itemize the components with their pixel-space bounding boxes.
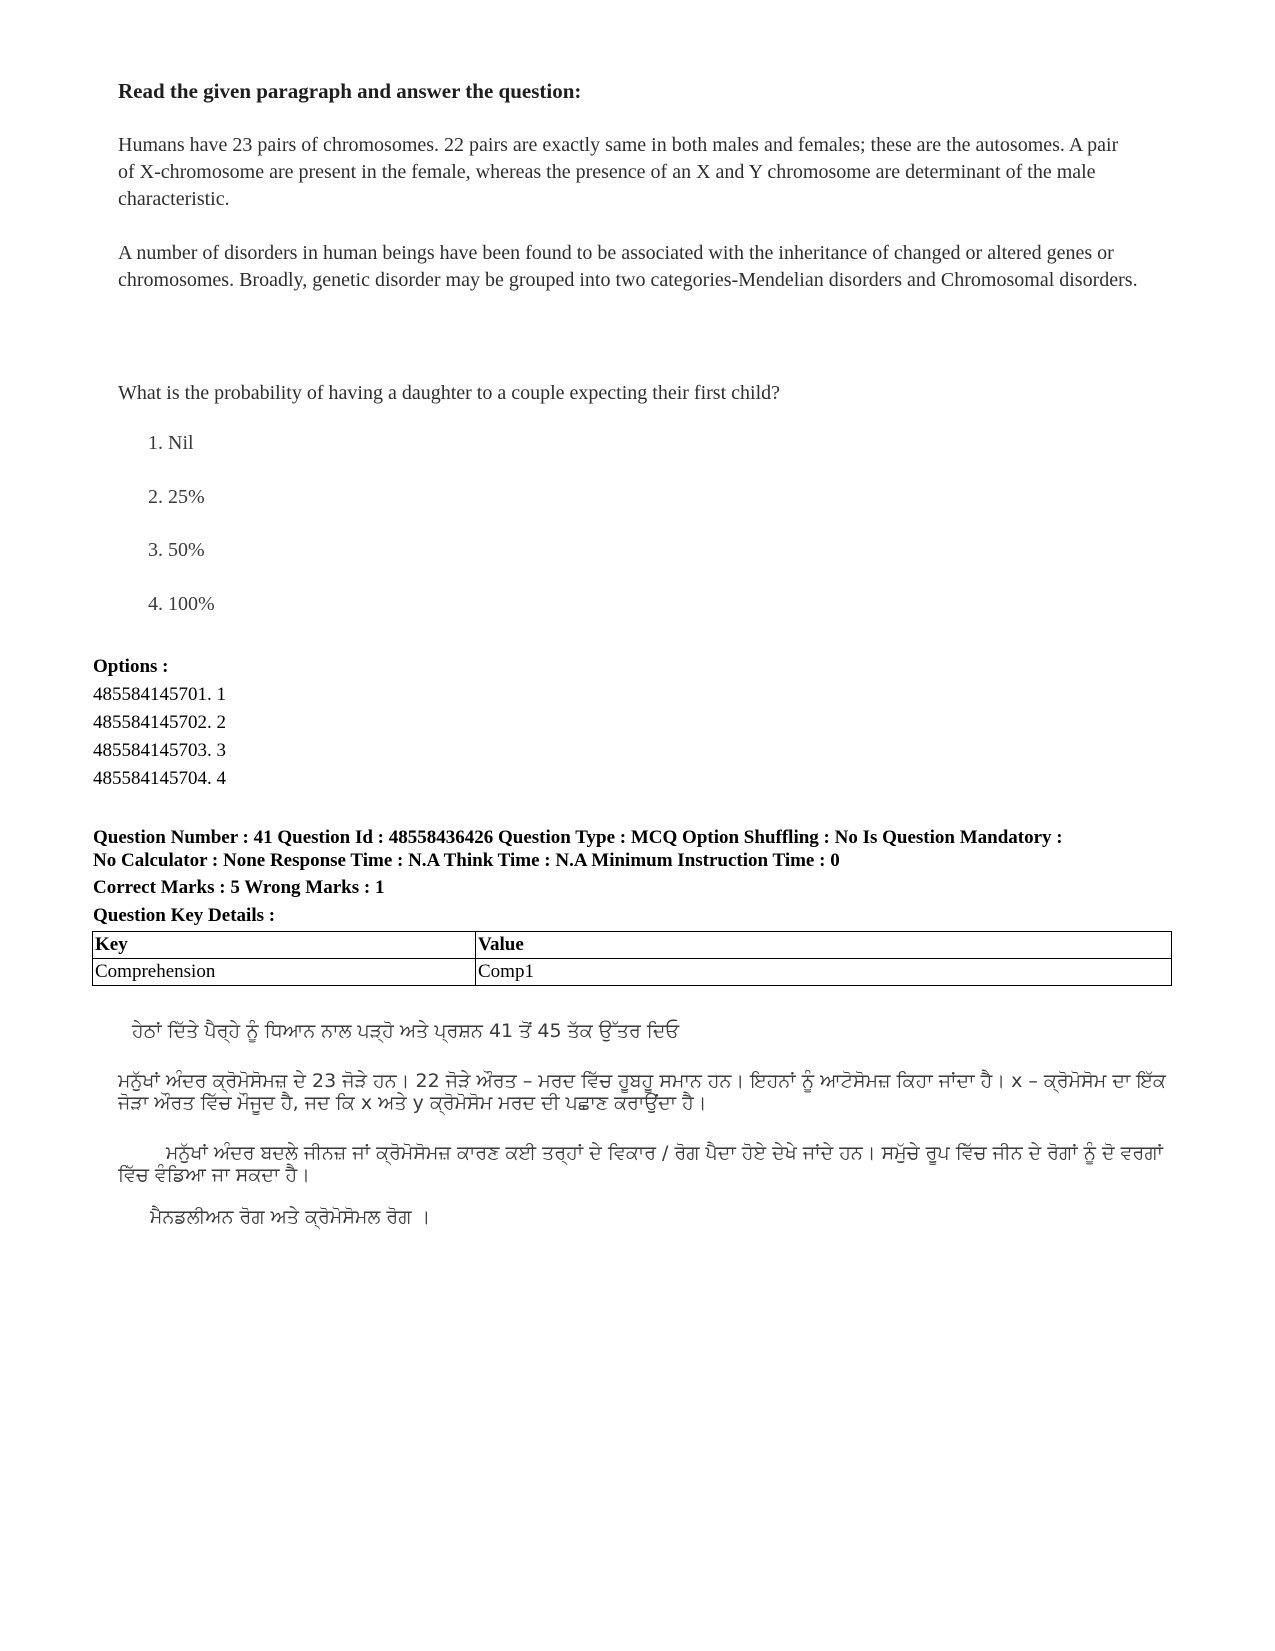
options-title: Options : <box>93 656 169 677</box>
question-text: What is the probability of having a daughter to a couple expecting their first child? <box>118 382 781 404</box>
option-item: 485584145704. 4 <box>93 768 226 789</box>
table-row <box>93 959 1172 986</box>
table-cell-value: Comp1 <box>476 959 1172 986</box>
table-header-row <box>93 932 1172 959</box>
options-list <box>93 653 226 793</box>
answer-choices <box>148 430 215 644</box>
table-cell-key: Comprehension <box>93 959 476 986</box>
punjabi-paragraph-3: ਮੈਨਡਲੀਅਨ ਰੋਗ ਅਤੇ ਕ੍ਰੋਮੋਸੋਮਲ ਰੋਗ । <box>150 1206 431 1228</box>
answer-choice: 3. 50% <box>148 539 205 561</box>
punjabi-instruction: ਹੇਠਾਂ ਦਿੱਤੇ ਪੈਰ੍ਹੇ ਨੂੰ ਧਿਆਨ ਨਾਲ ਪੜ੍ਹੋ ਅਤੇ ਪ੍ਰਸ਼ਨ 41 ਤੋਂ 45 ਤੱਕ ਉੱਤਰ ਦਿਓ <box>132 1020 680 1042</box>
paragraph-disorders: A number of disorders in human beings have been found to be associated with the inheritance of changed or altered genes or chromosomes. Broadly, genetic disorder may be grouped into two categories-Mendelian disorders and Chromosomal disorders. <box>118 242 1138 291</box>
option-item: 485584145701. 1 <box>93 684 226 705</box>
table-header-value: Value <box>476 932 1172 959</box>
punjabi-paragraph-1: ਮਨੁੱਖਾਂ ਅੰਦਰ ਕ੍ਰੋਮੋਸੋਮਜ਼ ਦੇ 23 ਜੋੜੇ ਹਨ। 22 ਜੋੜੇ ਔਰਤ – ਮਰਦ ਵਿੱਚ ਹੂਬਹੂ ਸਮਾਨ ਹਨ। ਇਹਨਾਂ ਨੂੰ ਆਟੋਸੋਮਜ਼ ਕਿਹਾ ਜਾਂਦਾ ਹੈ। x – ਕ੍ਰੋਮੋਸੋਮ ਦਾ ਇੱਕ ਜੋੜਾ ਔਰਤ ਵਿੱਚ ਮੌਜੂਦ ਹੈ, ਜਦ ਕਿ x ਅਤੇ y ਕ੍ਰੋਮੋਸੋਮ ਮਰਦ ਦੀ ਪਛਾਣ ਕਰਾਉਂਦਾ ਹੈ। <box>118 1070 1166 1114</box>
key-details-table <box>92 931 1172 986</box>
question-metadata <box>93 826 1193 872</box>
question-scan-image <box>118 78 1158 615</box>
punjabi-paragraph-2: ਮਨੁੱਖਾਂ ਅੰਦਰ ਬਦਲੇ ਜੀਨਜ਼ ਜਾਂ ਕ੍ਰੋਮੋਸੋਮਜ਼ ਕਾਰਣ ਕਈ ਤਰ੍ਹਾਂ ਦੇ ਵਿਕਾਰ / ਰੋਗ ਪੈਦਾ ਹੋਏ ਦੇਖੇ ਜਾਂਦੇ ਹਨ। ਸਮੁੱਚੇ ਰੂਪ ਵਿੱਚ ਜੀਨ ਦੇ ਰੋਗਾਂ ਨੂੰ ਦੋ ਵਰਗਾਂ ਵਿੱਚ ਵੰਡਿਆ ਜਾ ਸਕਦਾ ਹੈ। <box>118 1142 1163 1186</box>
option-item: 485584145703. 3 <box>93 740 226 761</box>
metadata-line-1: Question Number : 41 Question Id : 48558436426 Question Type : MCQ Option Shuffling : No Is Question Mandatory : <box>93 827 1063 848</box>
paragraph-chromosomes: Humans have 23 pairs of chromosomes. 22 pairs are exactly same in both males and females; these are the autosomes. A pair of X-chromosome are present in the female, whereas the presence of an X and Y chromosome are determinant of the male characteristic. <box>118 134 1119 210</box>
option-item: 485584145702. 2 <box>93 712 226 733</box>
table-header-key: Key <box>93 932 476 959</box>
metadata-line-2: No Calculator : None Response Time : N.A Think Time : N.A Minimum Instruction Time : 0 <box>93 850 840 871</box>
answer-choice: 1. Nil <box>148 432 194 454</box>
marks-info: Correct Marks : 5 Wrong Marks : 1 <box>93 877 385 898</box>
answer-choice: 2. 25% <box>148 485 205 508</box>
answer-choice: 4. 100% <box>148 592 215 615</box>
instruction-heading: Read the given paragraph and answer the question: <box>118 79 582 103</box>
key-details-title: Question Key Details : <box>93 905 276 926</box>
